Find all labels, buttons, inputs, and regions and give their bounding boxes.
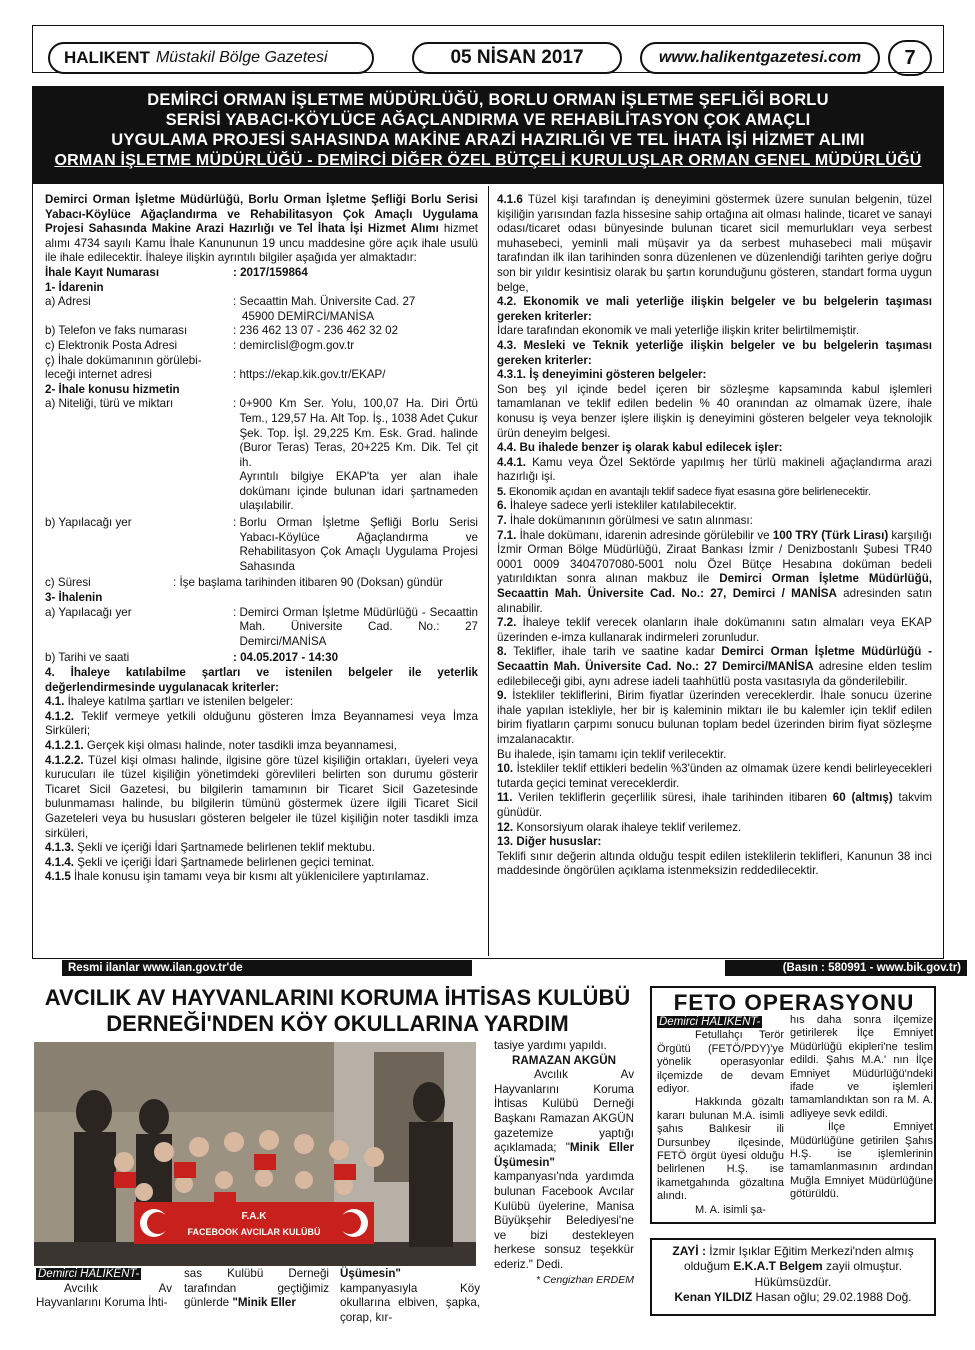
lost-document-notice: ZAYİ : İzmir Işıklar Eğitim Merkezi'nden almış olduğum E.K.A.T Belgem zayii olmuştur. Hükümsüzdür. Kenan YILDIZ Hasan oğlu; 29.02.1988 Doğ. bbox=[650, 1238, 936, 1316]
email-value: : demircIisl@ogm.gov.tr bbox=[233, 338, 355, 352]
section-heading: 4.2. Ekonomik ve mali yeterliğe ilişkin belgeler ve bu belgelerin taşıması gereken kriterler: bbox=[497, 295, 932, 323]
press-code: (Basın : 580991 - www.bik.gov.tr) bbox=[725, 960, 967, 976]
headline-line: UYGULAMA PROJESİ SAHASINDA MAKİNE ARAZİ HAZIRLIĞI VE TEL İHATA İŞİ HİZMET ALIMI bbox=[111, 131, 865, 149]
brand-name: HALIKENT bbox=[64, 48, 150, 67]
tender-number: : 2017/159864 bbox=[233, 265, 308, 279]
field-label: İhale Kayıt Numarası bbox=[45, 265, 160, 279]
section-heading: 13. Diğer hususlar: bbox=[497, 835, 602, 849]
section-heading: 4.3.1. İş deneyimini gösteren belgeler: bbox=[497, 368, 707, 382]
tender-intro: Demirci Orman İşletme Müdürlüğü, Borlu Orman İşletme Şefliği Borlu Serisi Yabacı-Köylüce Ağaçlandırma ve Rehabilitasyon Çok Amaçlı Uygulama Projesi Sahasında Makine Arazi Hazırlığı ve Tel İhata İşi Hizmet Alımı hizmet alımı 4734 sayılı Kamu İhale Kanununun 19 uncu maddesine göre açık ihale usulü ile ihale edilecektir. İhaleye ilişkin ayrıntılı bilgiler aşağıda yer almaktadır: bbox=[45, 193, 478, 265]
phone-value: : 236 462 13 07 - 236 462 32 02 bbox=[233, 324, 399, 338]
story-col-2: sas Kulübü Derneği tarafından geçtiğimiz günlerde "Minik Eller bbox=[184, 1267, 329, 1310]
story-author: * Cengizhan ERDEM bbox=[535, 1273, 634, 1286]
brand-subtitle: Müstakil Bölge Gazetesi bbox=[155, 49, 328, 66]
story-headline: AVCILIK AV HAYVANLARINI KORUMA İHTİSAS KULÜBÜ DERNEĞİ'NDEN KÖY OKULLARINA YARDIM bbox=[44, 985, 631, 1036]
story-photo bbox=[34, 1042, 476, 1266]
group-photo-illustration bbox=[34, 1042, 476, 1266]
page-number: 7 bbox=[888, 40, 932, 76]
headline-line: SERİSİ YABACI-KÖYLÜCE AĞAÇLANDIRMA VE REHABİLİTASYON ÇOK AMAÇLI bbox=[165, 111, 811, 129]
tender-datetime: : 04.05.2017 - 14:30 bbox=[233, 651, 339, 665]
official-ads-note: Resmi ilanlar www.ilan.gov.tr'de bbox=[62, 960, 472, 976]
website-link[interactable]: www.halikentgazetesi.com bbox=[640, 42, 880, 74]
byline-tag: Demirci HALIKENT- bbox=[659, 1016, 761, 1028]
tender-right-column: 4.1.6 Tüzel kişi tarafından iş deneyimini göstermek üzere sunulan belgenin, tüzel kişiliğin yarısından fazla hissesine sahip ortağına ait olması halinde, ticaret ve sanayi odası/ticaret odası bünyesinde bulunan ticaret sicil memurlukları veya serbest muhasebeci, yeminli mali müşavir ya da serbest muhasebeci mali müşavir tarafından ilk ilan tarihinden sonra düzenlenen ve düzenlendiği tarihten geriye doğru son bir yıldır kesintisiz olarak bu şartın korunduğunu gösteren, standart forma uygun belge, 4.2. Ekonomik ve mali yeterliğe ilişkin belgeler ve bu belgelerin taşıması gereken kriterler: İdare tarafından ekonomik ve mali yeterliğe ilişkin kriter belirtilmemiştir. 4.3. Mesleki ve Teknik yeterliğe ilişkin belgeler ve bu belgelerin taşıması gereken kriterler: 4.3.1. İş deneyimini gösteren belgeler: Son beş yıl içinde bedel içeren bir sözleşme kapsamında kabul işlemleri tamamlanan ve teklif edilen bedelin % 40 oranından az olmamak üzere, ihale konusu iş veya benzer işlere ilişkin iş deneyimini gösteren belgeler veya teknolojik ürün deneyim belgesi. 4.4. Bu ihalede benzer iş olarak kabul edilecek işler: 4.4.1. Kamu veya Özel Sektörde yapılmış her türlü makineli ağaçlandırma arazi hazırlığı işi. 5. Ekonomik açıdan en avantajlı teklif sadece fiyat esasına göre belirlenecektir. 6. İhaleye sadece yerli istekliler katılabilecektir. 7. İhale dokümanının görülmesi ve satın alınması: 7.1. İhale dokümanı, idarenin adresinde görülebilir ve 100 TRY (Türk Lirası) karşılığı İzmir Orman Bölge Müdürlüğü, Ziraat Bankası İzmir / Denizbostanlı Şubesi TR40 0001 0009 3404707080-5001 nolu Özel Bütçe Hesabına doküman bedeli yatırıldıktan sonra alınan makbuz ile Demirci Orman İşletme Müdürlüğü, Secaattin Mah. Üniversite Cad. No.: 27, Demirci / MANİSA adresinden satın alınabilir. 7.2. İhaleye teklif verecek olanların ihale dokümanını satın almaları veya EKAP üzerinden e-imza kullanarak indirmeleri zorunludur. 8. Teklifler, ihale tarih ve saatine kadar Demirci Orman İşletme Müdürlüğü - Secaattin Mah. Üniversite Cad. No.: 27 Demirci/MANİSA adresine elden teslim edilebileceği gibi, aynı adrese iadeli taahhütlü posta vasıtasıyla da gönderilebilir. 9. İstekliler tekliflerini, Birim fiyatlar üzerinden vereceklerdir. İhale sonucu üzerine ihale yapılan istekliyle, her bir iş kaleminin miktarı ile bu kalemler için teklif edilen birim fiyatların çarpımı sonucu bulunan toplam bedel üzerinden birim fiyat sözleşme imzalanacaktır. Bu ihalede, işin tamamı için teklif verilecektir. 10. İstekliler teklif ettikleri bedelin %3'ünden az olmamak üzere kendi belirleyecekleri tutarda geçici teminat vereceklerdir. 11. Verilen tekliflerin geçerlilik süresi, ihale tarihinden itibaren 60 (altmış) takvim günüdür. 12. Konsorsiyum olarak ihaleye teklif verilemez. 13. Diğer hususlar: Teklifi sınır değerin altında olduğu tespit edilen isteklilerin teklifleri, Kanunun 38 inci maddesinde öngörülen açıklama istenmeksizin reddedilecektir. bbox=[497, 193, 933, 878]
headline-line: DEMİRCİ ORMAN İŞLETME MÜDÜRLÜĞÜ, BORLU ORMAN İŞLETME ŞEFLİĞİ BORLU bbox=[147, 91, 829, 109]
address-value: : Secaattin Mah. Üniversite Cad. 27 45900 DEMİRCİ/MANİSA bbox=[233, 295, 416, 323]
photo-banner-text: F.A.K bbox=[241, 1211, 267, 1222]
headline-subtitle: ORMAN İŞLETME MÜDÜRLÜĞÜ - DEMİRCİ DİĞER ÖZEL BÜTÇELİ KURULUŞLAR ORMAN GENEL MÜDÜRLÜĞÜ bbox=[54, 152, 922, 169]
section-heading: 4. İhaleye katılabilme şartları ve istenilen belgeler ile yeterlik değerlendirmesinde uygulanacak kriterler: bbox=[45, 666, 478, 694]
tender-left-column: Demirci Orman İşletme Müdürlüğü, Borlu Orman İşletme Şefliği Borlu Serisi Yabacı-Köylüce Ağaçlandırma ve Rehabilitasyon Çok Amaçlı Uygulama Projesi Sahasında Makine Arazi Hazırlığı ve Tel İhata İşi Hizmet Alımı hizmet alımı 4734 sayılı Kamu İhale Kanununun 19 uncu maddesine göre açık ihale usulü ile ihale edilecektir. İhaleye ilişkin ayrıntılı bilgiler aşağıda yer almaktadır: İhale Kayıt Numarası : 2017/159864 1- İdarenin a) Adresi : Secaattin Mah. Üniversite Cad. 27 45900 DEMİRCİ/MANİSA b) Telefon ve faks numarası : 236 462 13 07 - 236 462 32 02 c) Elektronik Posta Adresi : demircIisl@ogm.gov.tr ç) İhale dokümanının görülebi- leceği internet adresi : https://ekap.kik.gov.tr/EKAP/ 2- İhale konusu hizmetin a) Niteliği, türü ve miktarı : 0+900 Km Ser. Yolu, 100,07 Ha. Diri Örtü Tem., 129,57 Ha. Alt Top. İş., 1038 Adet Çukur Şek. Top. İşl. 29,225 Km. Esk. Grad. halinde (Buror Teras) Teras, 20+225 Km. Dik. Tel çit ih. Ayrıntılı bilgiye EKAP'ta yer alan ihale dokümanı içinde bulunan idari şartnameden ulaşılabilir. b) Yapılacağı yer : Borlu Orman İşletme Şefliği Borlu Serisi Yabacı-Köylüce Ağaçlandırma ve Rehabilitasyon Çok Amaçlı Uygulama Projesi Sahasında c) Süresi : İşe başlama tarihinden itibaren 90 (Doksan) gündür 3- İhalenin a) Yapılacağı yer : Demirci Orman İşletme Müdürlüğü - Secaattin Mah. Üniversite Cad. No.: 27 Demirci/MANİSA b) Tarihi ve saati : 04.05.2017 - 14:30 4. İhaleye katılabilme şartları ve istenilen belgeler ile yeterlik değerlendirmesinde uygulanacak kriterler: 4.1. İhaleye katılma şartları ve istenilen belgeler: 4.1.2. Teklif vermeye yetkili olduğunu gösteren İmza Beyannamesi veya İmza Sirküleri; 4.1.2.1. Gerçek kişi olması halinde, noter tasdikli imza beyannamesi, 4.1.2.2. Tüzel kişi olması halinde, ilgisine göre tüzel kişiliğin ortakları, üyeleri veya kurucuları ile tüzel kişiliğin yönetimdeki görevlileri belirten son durumu gösterir Ticaret Sicil Gazetesi, bu bilgilerin tamamının bir Ticaret Sicil Gazetesinde bulunmaması halinde, bu bilgilerin tümünü göstermek üzere ilgili Ticaret Sicil Gazeteleri veya bu hususları gösteren belgeler ile tüzel kişiliğin noter tasdikli imza sirküleri, 4.1.3. Şekli ve içeriği İdari Şartnamede belirlenen teklif mektubu. 4.1.4. Şekli ve içeriği İdari Şartnamede belirlenen geçici teminat. 4.1.5 İhale konusu işin tamamı veya bir kısmı alt yüklenicilere yaptırılamaz. bbox=[45, 193, 478, 884]
feto-headline: FETO OPERASYONU bbox=[673, 990, 915, 1015]
feto-col-1: Demirci HALIKENT- Fetullahçı Terör Örgütü (FETÖ/PDY)'ye yönelik operasyonlar ilçemizde de devam ediyor. Hakkında gözaltı kararı bulunan M.A. isimli şahıs Balıkesir ili Dursunbey ilçesinde, FETÖ örgüt üyesi olduğu belirlenen H.Ş. ise ikametgahında gözaltına alındı. M. A. isimli şa- bbox=[657, 1016, 784, 1216]
tender-headline bbox=[32, 86, 944, 184]
story-col-1: Demirci HALIKENT- Avcılık Av Hayvanlarını Koruma İhti- bbox=[36, 1268, 172, 1310]
section-heading: 2- İhale konusu hizmetin bbox=[45, 382, 180, 396]
column-divider bbox=[488, 186, 489, 956]
interviewee-name: RAMAZAN AKGÜN bbox=[512, 1053, 616, 1067]
feto-col-2: hıs daha sonra ilçemize getirilerek İlçe Emniyet Müdürlüğü ekipleri'ne teslim edildi. Şahıs M.A.' nın İlçe Emniyet Müdürlüğü'ndeki ifade ve işlemleri tamamlandıktan son ra M. A. adliyeye sevk edildi. İlçe Emniyet Müdürlüğüne getirilen Şahıs H.Ş. ise işlemlerinin tamamlanmasının ardından Muğla Emniyet Müdürlüğüne götürüldü. bbox=[790, 1014, 933, 1201]
section-heading: 4.3. Mesleki ve Teknik yeterliğe ilişkin belgeler ve bu belgelerin taşıması gereken kriterler: bbox=[497, 338, 932, 367]
photo-banner-text: FACEBOOK AVCILAR KULÜBÜ bbox=[187, 1227, 321, 1237]
story-col-4: tasiye yardımı yapıldı. RAMAZAN AKGÜN Avcılık Av Hayvanlarını Koruma İhtisas Kulübü Derneği Başkanı Ramazan AKGÜN gazetemize yaptığı açıklamada; "Minik Eller Üşümesin" kampanyası'nda yardımda bulunan Facebook Avcılar Kulübü üyelerine, Manisa Büyükşehir Belediyesi'ne ve bizi destekleyen herkese sonsuz teşekkür ederiz." Dedi. * Cengizhan ERDEM bbox=[494, 1039, 634, 1286]
story-col-3: Üşümesin" kampanyasıyla Köy okullarına elbiven, şapka, çorap, kır- bbox=[340, 1267, 480, 1324]
masthead-brand bbox=[48, 42, 374, 74]
ekap-link: : https://ekap.kik.gov.tr/EKAP/ bbox=[233, 368, 386, 382]
issue-date: 05 NİSAN 2017 bbox=[412, 42, 622, 74]
byline-tag: Demirci HALIKENT- bbox=[38, 1268, 140, 1280]
section-heading: 1- İdarenin bbox=[45, 280, 104, 294]
section-heading: 4.4. Bu ihalede benzer iş olarak kabul edilecek işler: bbox=[497, 441, 783, 455]
notice-owner: Kenan YILDIZ bbox=[674, 1290, 753, 1305]
section-heading: 3- İhalenin bbox=[45, 591, 103, 605]
